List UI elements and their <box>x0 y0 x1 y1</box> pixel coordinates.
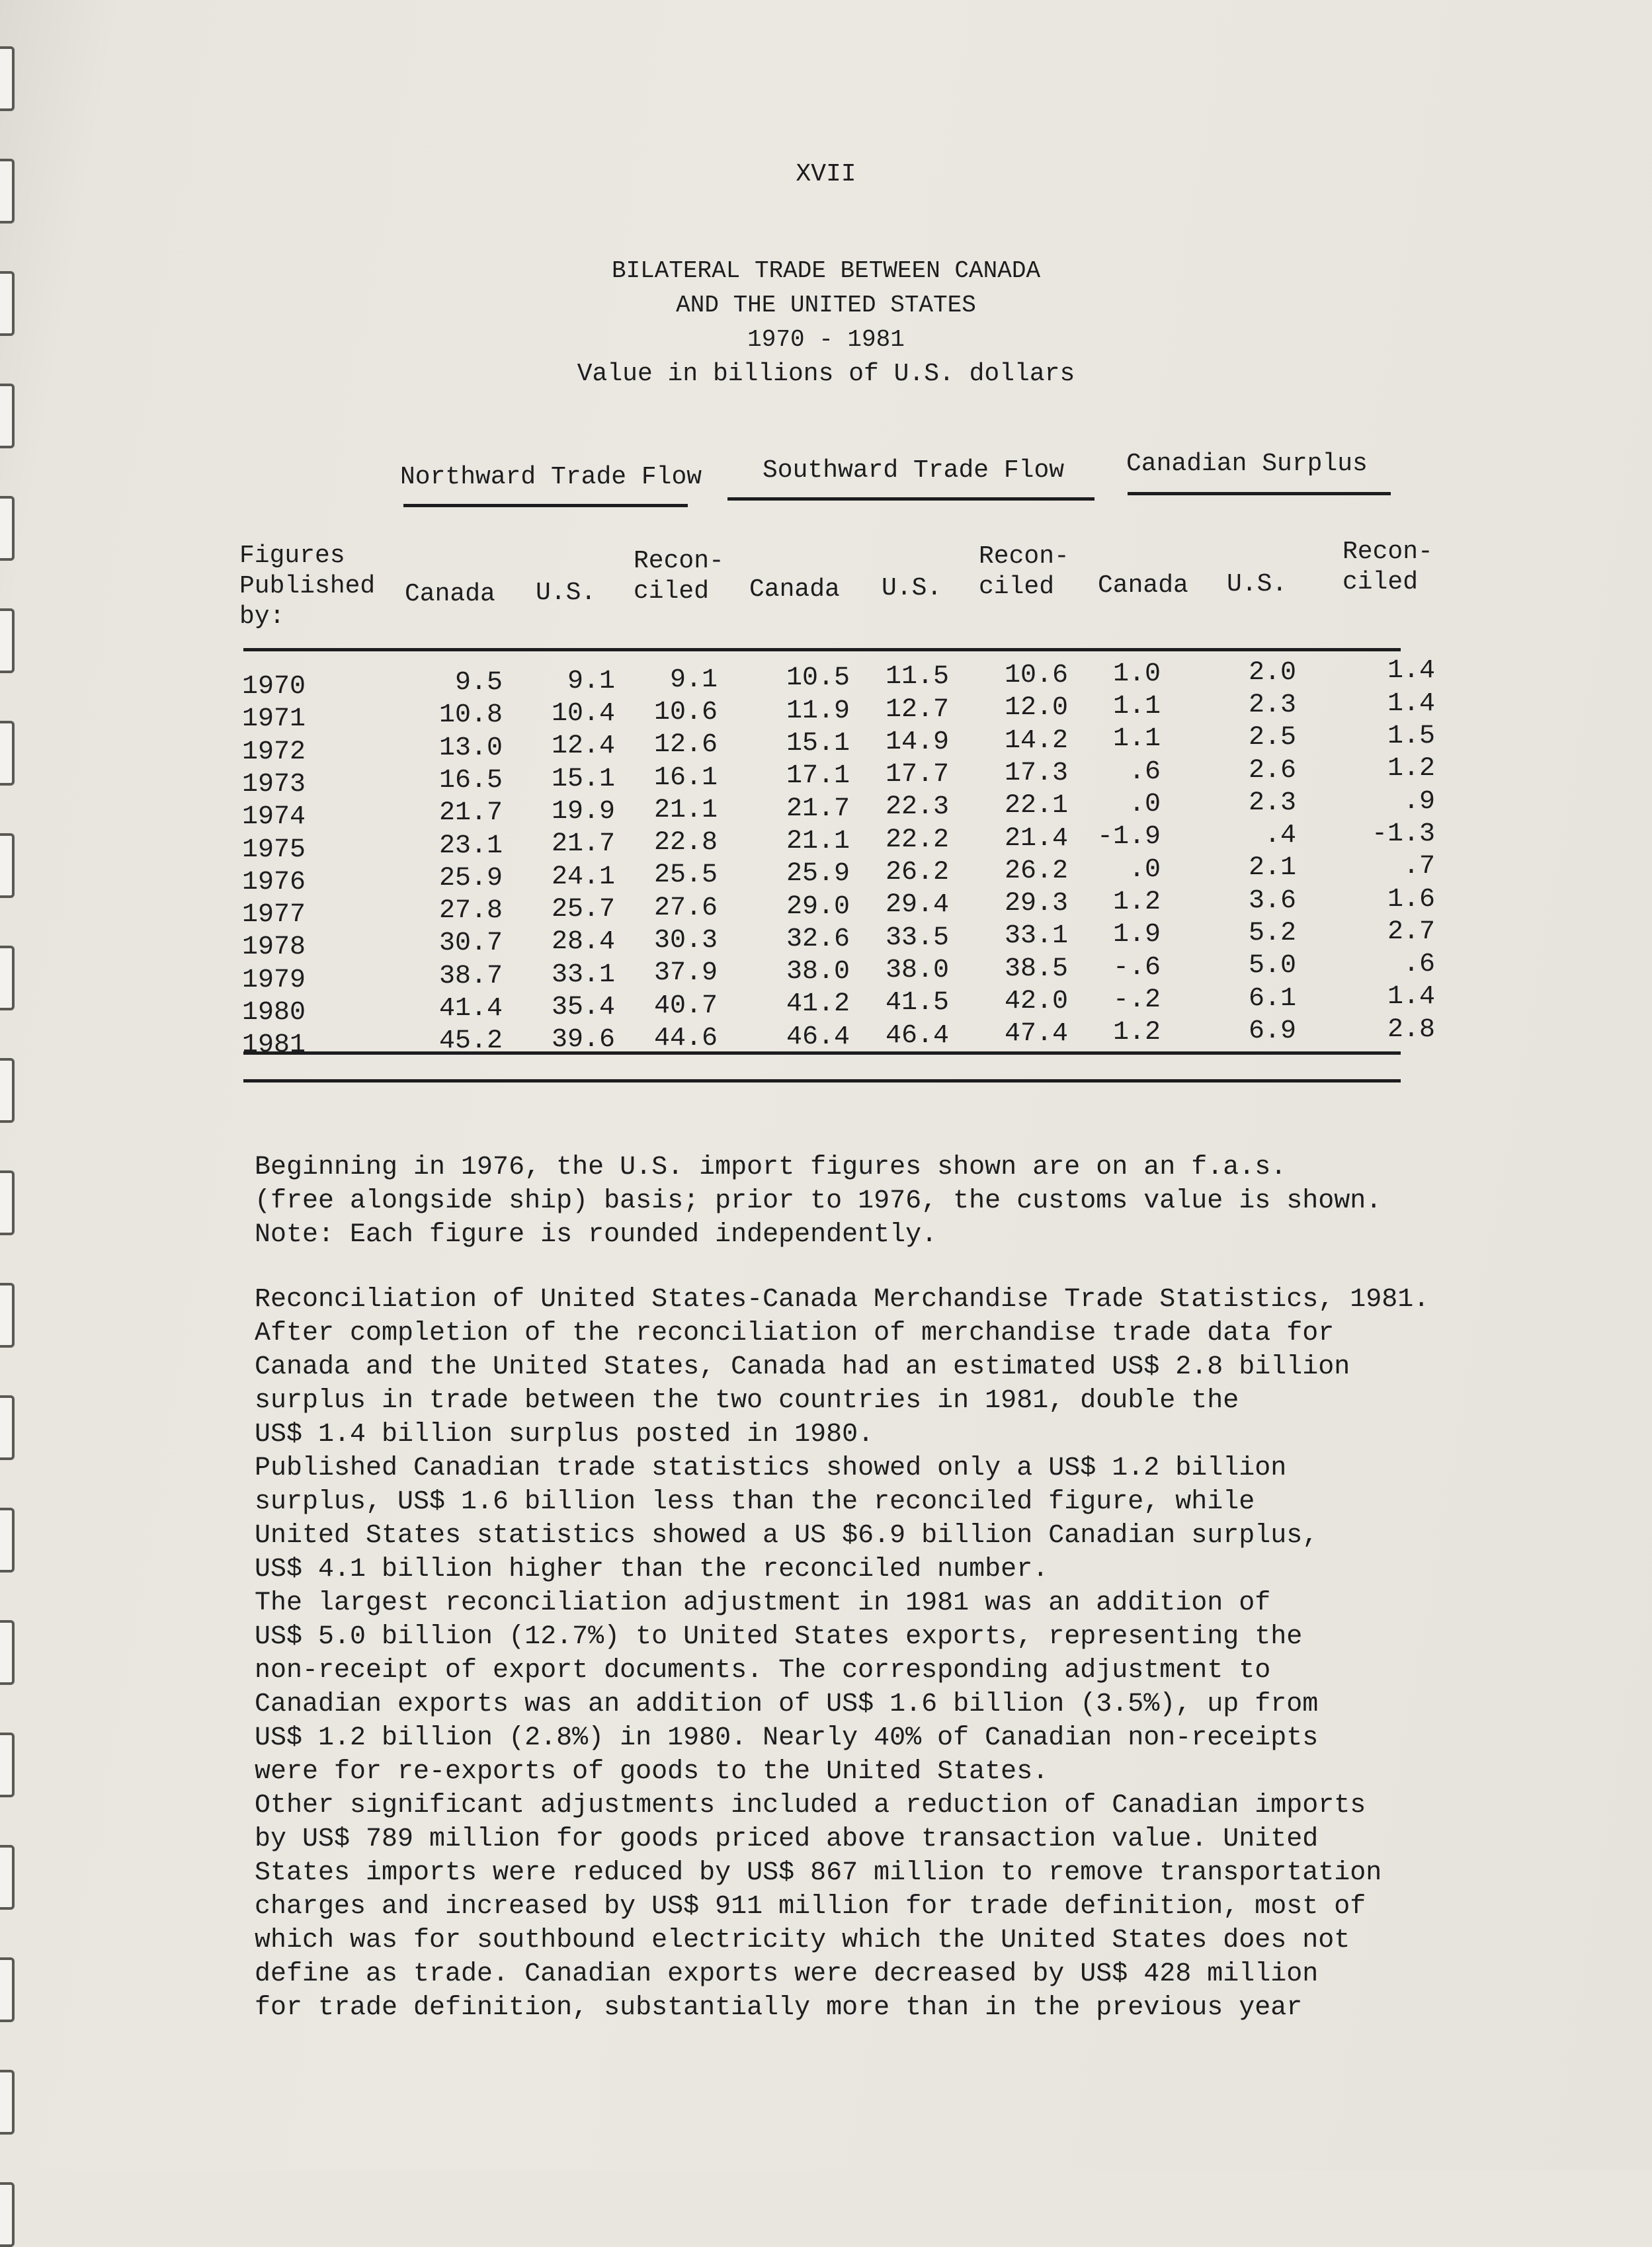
value-cell: .0 <box>1128 790 1161 819</box>
value-cell: 28.4 <box>551 927 615 958</box>
value-cell: 40.7 <box>653 991 718 1021</box>
value-cell: 16.5 <box>438 765 503 796</box>
value-cell: 38.7 <box>438 961 503 991</box>
value-cell: 22.1 <box>1004 791 1068 821</box>
binding-ring <box>0 1395 15 1460</box>
body-line: After completion of the reconciliation of merchandise trade data for <box>255 1319 1335 1348</box>
column-header: Canada <box>1098 571 1188 600</box>
body-line: non-receipt of export documents. The corresponding adjustment to <box>255 1656 1271 1686</box>
row-header: Figures Published by: <box>239 542 376 631</box>
value-cell: 9.5 <box>454 668 503 698</box>
value-cell: 33.5 <box>885 922 949 953</box>
value-cell: 17.3 <box>1004 758 1068 788</box>
value-cell: 29.4 <box>885 890 949 920</box>
binding-ring <box>0 608 15 673</box>
value-cell: 38.0 <box>885 955 949 985</box>
binding-ring <box>0 1058 15 1123</box>
value-cell: 26.2 <box>1004 856 1068 886</box>
value-cell: 2.3 <box>1248 690 1296 720</box>
year-cell: 1977 <box>242 900 306 930</box>
mid-rule <box>243 1051 1401 1055</box>
column-header: Recon- ciled <box>979 542 1069 601</box>
table-title <box>0 254 1652 391</box>
year-cell: 1970 <box>242 672 306 702</box>
body-line: US$ 5.0 billion (12.7%) to United States exports, representing the <box>255 1622 1303 1652</box>
value-cell: 30.3 <box>653 926 718 956</box>
year-cell: 1980 <box>242 998 306 1028</box>
value-cell: -.2 <box>1112 985 1161 1015</box>
body-line: Reconciliation of United States-Canada Merchandise Trade Statistics, 1981. <box>255 1285 1430 1315</box>
value-cell: 2.0 <box>1248 657 1296 688</box>
year-cell: 1971 <box>242 704 306 735</box>
value-cell: 47.4 <box>1004 1019 1068 1049</box>
year-cell: 1974 <box>242 802 306 833</box>
value-cell: 6.1 <box>1248 983 1296 1014</box>
value-cell: 46.4 <box>786 1022 850 1052</box>
value-cell: 13.0 <box>438 733 503 763</box>
value-cell: 41.4 <box>438 994 503 1024</box>
value-cell: 1.0 <box>1112 659 1161 689</box>
binding-ring <box>0 2070 15 2135</box>
value-cell: 17.7 <box>885 760 949 790</box>
year-cell: 1975 <box>242 835 306 865</box>
value-cell: 12.7 <box>885 694 949 725</box>
value-cell: 41.2 <box>786 989 850 1020</box>
column-header: Canada <box>749 575 840 604</box>
value-cell: 21.1 <box>653 795 718 825</box>
value-cell: 1.2 <box>1112 887 1161 917</box>
value-cell: 10.5 <box>786 663 850 694</box>
group-rule <box>727 497 1094 501</box>
value-cell: -1.9 <box>1096 822 1161 852</box>
value-cell: 10.6 <box>653 697 718 727</box>
value-cell: 17.1 <box>786 761 850 792</box>
binding-ring <box>0 1283 15 1348</box>
value-cell: 15.1 <box>786 729 850 758</box>
value-cell: 10.4 <box>551 699 615 729</box>
value-cell: 38.0 <box>786 957 850 987</box>
body-line: define as trade. Canadian exports were decreased by US$ 428 million <box>255 1959 1319 1989</box>
value-cell: 46.4 <box>885 1020 949 1051</box>
year-cell: 1981 <box>242 1030 306 1061</box>
group-southward: Southward Trade Flow <box>763 456 1065 485</box>
year-cell: 1976 <box>242 867 306 897</box>
value-cell: 1.6 <box>1387 884 1435 915</box>
value-cell: 25.7 <box>551 894 615 924</box>
value-cell: .6 <box>1403 950 1435 980</box>
value-cell: 5.0 <box>1248 951 1296 981</box>
title-line: Value in billions of U.S. dollars <box>577 360 1075 388</box>
value-cell: 14.9 <box>885 727 949 757</box>
value-cell: 5.2 <box>1248 919 1296 948</box>
value-cell: 26.2 <box>885 858 949 887</box>
column-header: U.S. <box>882 574 942 603</box>
value-cell: 2.5 <box>1248 723 1296 753</box>
body-line: US$ 1.2 billion (2.8%) in 1980. Nearly 40% of Canadian non-receipts <box>255 1723 1319 1753</box>
value-cell: 32.6 <box>786 924 850 954</box>
value-cell: .0 <box>1128 854 1161 885</box>
note-line: (free alongside ship) basis; prior to 1976, the customs value is shown. <box>255 1186 1382 1216</box>
body-line: States imports were reduced by US$ 867 million to remove transportation <box>255 1858 1382 1888</box>
binding-ring <box>0 496 15 561</box>
value-cell: 22.3 <box>885 792 949 823</box>
column-header: Recon- ciled <box>634 546 724 606</box>
value-cell: 22.2 <box>885 825 949 855</box>
value-cell: 21.7 <box>786 794 850 824</box>
body-line: Other significant adjustments included a reduction of Canadian imports <box>255 1791 1366 1820</box>
body-line: US$ 4.1 billion higher than the reconciled number. <box>255 1555 1049 1584</box>
value-cell: 11.5 <box>885 662 949 692</box>
value-cell: 24.1 <box>551 862 615 892</box>
value-cell: 6.9 <box>1248 1016 1296 1046</box>
value-cell: 14.2 <box>1004 725 1068 756</box>
binding-ring <box>0 1170 15 1235</box>
value-cell: 25.9 <box>786 859 850 889</box>
value-cell: 1.2 <box>1387 754 1435 784</box>
column-header: Recon- ciled <box>1342 538 1433 597</box>
body-line: surplus in trade between the two countries in 1981, double the <box>255 1386 1239 1416</box>
title-line: BILATERAL TRADE BETWEEN CANADA <box>611 257 1041 284</box>
body-line: Published Canadian trade statistics showed only a US$ 1.2 billion <box>255 1453 1287 1483</box>
value-cell: 23.1 <box>438 831 503 861</box>
value-cell: 30.7 <box>438 928 503 959</box>
binding-ring <box>0 721 15 786</box>
binding-ring <box>0 46 15 111</box>
value-cell: .4 <box>1264 821 1296 851</box>
value-cell: 39.6 <box>551 1025 615 1055</box>
value-cell: 1.4 <box>1387 688 1435 719</box>
title-line: AND THE UNITED STATES <box>676 292 976 319</box>
group-northward: Northward Trade Flow <box>400 463 702 491</box>
group-canadian-surplus: Canadian Surplus <box>1126 450 1368 478</box>
year-cell: 1972 <box>242 737 306 767</box>
value-cell: 15.1 <box>551 764 615 794</box>
binding-ring <box>0 2182 15 2247</box>
value-cell: 19.9 <box>551 797 615 827</box>
header-rule <box>243 648 1401 651</box>
value-cell: 37.9 <box>653 958 718 989</box>
value-cell: 3.6 <box>1248 885 1296 916</box>
value-cell: 1.2 <box>1112 1018 1161 1048</box>
value-cell: 27.6 <box>653 893 718 923</box>
body-text <box>255 1283 1498 2025</box>
year-cell: 1979 <box>242 965 306 995</box>
binding-ring <box>0 1508 15 1573</box>
value-cell: 25.5 <box>653 860 718 891</box>
notes <box>255 1151 1498 1252</box>
value-cell: 2.3 <box>1248 788 1296 818</box>
binding-ring <box>0 946 15 1010</box>
value-cell: 16.1 <box>653 762 718 793</box>
body-line: charges and increased by US$ 911 million for trade definition, most of <box>255 1892 1366 1922</box>
value-cell: 21.7 <box>438 798 503 829</box>
value-cell: 12.4 <box>551 731 615 762</box>
value-cell: 9.1 <box>669 665 718 695</box>
value-cell: -.6 <box>1112 952 1161 983</box>
value-cell: 22.8 <box>653 828 718 858</box>
value-cell: 27.8 <box>438 896 503 926</box>
body-line: Canadian exports was an addition of US$ 1.6 billion (3.5%), up from <box>255 1690 1319 1719</box>
value-cell: 2.8 <box>1387 1014 1435 1045</box>
binding-ring <box>0 833 15 898</box>
binding-ring <box>0 1620 15 1685</box>
value-cell: -1.3 <box>1371 819 1435 849</box>
body-line: by US$ 789 million for goods priced above transaction value. United <box>255 1824 1319 1854</box>
value-cell: 10.6 <box>1004 661 1068 690</box>
value-cell: 9.1 <box>567 666 615 696</box>
value-cell: 21.4 <box>1004 823 1068 854</box>
value-cell: 2.1 <box>1248 853 1296 883</box>
bottom-rule <box>243 1079 1401 1083</box>
body-line: which was for southbound electricity which the United States does not <box>255 1926 1350 1955</box>
value-cell: 42.0 <box>1004 987 1068 1016</box>
value-cell: 1.4 <box>1387 982 1435 1012</box>
body-line: US$ 1.4 billion surplus posted in 1980. <box>255 1420 874 1450</box>
value-cell: .9 <box>1403 786 1435 817</box>
body-line: surplus, US$ 1.6 billion less than the reconciled figure, while <box>255 1487 1255 1517</box>
value-cell: 1.4 <box>1387 656 1435 686</box>
value-cell: 29.0 <box>786 891 850 922</box>
body-line: Canada and the United States, Canada had an estimated US$ 2.8 billion <box>255 1352 1350 1382</box>
year-cell: 1973 <box>242 769 306 799</box>
note-line: Note: Each figure is rounded independently. <box>255 1220 938 1250</box>
value-cell: 33.1 <box>1004 921 1068 952</box>
value-cell: 12.6 <box>653 730 718 760</box>
value-cell: 38.5 <box>1004 954 1068 984</box>
value-cell: 33.1 <box>551 960 615 990</box>
year-cell: 1978 <box>242 932 306 963</box>
body-line: for trade definition, substantially more than in the previous year <box>255 1993 1303 2023</box>
column-header: U.S. <box>1227 569 1288 598</box>
value-cell: 11.9 <box>786 696 850 726</box>
body-line: United States statistics showed a US $6.9 billion Canadian surplus, <box>255 1521 1319 1551</box>
value-cell: 35.4 <box>551 992 615 1022</box>
page-label: XVII <box>796 160 856 188</box>
value-cell: 29.3 <box>1004 889 1068 919</box>
value-cell: 41.5 <box>885 988 949 1018</box>
value-cell: 2.6 <box>1248 755 1296 786</box>
binding-ring <box>0 1957 15 2022</box>
value-cell: 1.9 <box>1112 920 1161 950</box>
column-header: U.S. <box>536 578 597 607</box>
value-cell: 1.5 <box>1387 721 1435 751</box>
column-header: Canada <box>405 580 495 608</box>
value-cell: 2.7 <box>1387 917 1435 947</box>
value-cell: .7 <box>1403 852 1435 882</box>
binding-ring <box>0 384 15 448</box>
value-cell: 25.9 <box>438 863 503 893</box>
value-cell: 10.8 <box>438 700 503 731</box>
group-rule <box>1128 492 1391 495</box>
title-line: 1970 - 1981 <box>747 326 905 353</box>
value-cell: 45.2 <box>438 1026 503 1057</box>
value-cell: 12.0 <box>1004 693 1068 723</box>
value-cell: .6 <box>1128 756 1161 787</box>
value-cell: 1.1 <box>1112 692 1161 722</box>
group-rule <box>403 504 688 507</box>
value-cell: 44.6 <box>653 1023 718 1053</box>
binding-ring <box>0 1845 15 1910</box>
body-line: The largest reconciliation adjustment in 1981 was an addition of <box>255 1588 1271 1618</box>
body-line: were for re-exports of goods to the United States. <box>255 1757 1049 1787</box>
value-cell: 1.1 <box>1112 724 1161 755</box>
binding-ring <box>0 1733 15 1797</box>
value-cell: 21.1 <box>786 826 850 856</box>
note-line: Beginning in 1976, the U.S. import figures shown are on an f.a.s. <box>255 1153 1287 1182</box>
value-cell: 21.7 <box>551 829 615 860</box>
